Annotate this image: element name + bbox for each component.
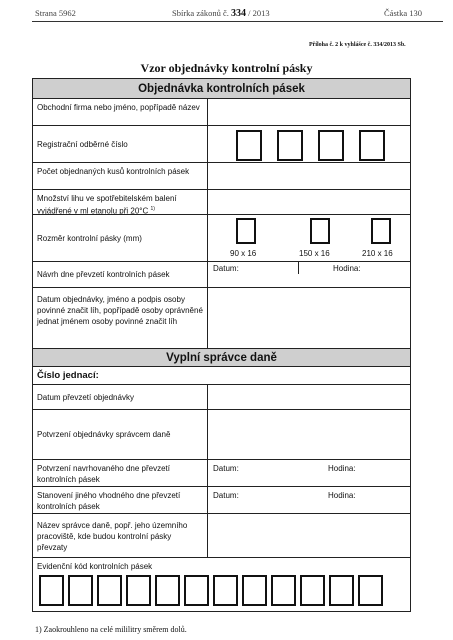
code-box-1[interactable] <box>39 575 64 606</box>
datum-label: Datum: <box>213 264 239 273</box>
size-label-210: 210 x 16 <box>362 249 393 258</box>
row-order-date <box>33 287 410 348</box>
page-title: Vzor objednávky kontrolní pásky <box>140 61 313 75</box>
hodina-label-2: Hodina: <box>328 464 356 473</box>
hodina-label: Hodina: <box>333 264 361 273</box>
row-takeover-date <box>33 261 410 287</box>
row-code <box>33 557 410 611</box>
label-other-date: Stanovení jiného vhodného dne převzetí kontrolních pásek <box>33 487 208 513</box>
datum-label-2: Datum: <box>213 464 239 473</box>
label-order-takeover: Datum převzetí objednávky <box>33 385 208 409</box>
row-reg-number <box>33 125 410 162</box>
code-box-8[interactable] <box>242 575 267 606</box>
size-box-150[interactable] <box>310 218 330 244</box>
label-order-date: Datum objednávky, jméno a podpis osoby povinné značit líh, popřípadě osoby oprávněné jednat jménem osoby povinné značit líh <box>33 288 208 348</box>
label-count: Počet objednaných kusů kontrolních pásek <box>33 163 208 189</box>
law-year: / 2013 <box>248 8 270 18</box>
datum-label-3: Datum: <box>213 491 239 500</box>
code-box-9[interactable] <box>271 575 296 606</box>
reg-digit-box-4[interactable] <box>359 130 385 161</box>
order-form <box>32 78 411 612</box>
row-count <box>33 162 410 189</box>
section-heading-tax: Vyplní správce daně <box>33 348 410 366</box>
reg-digit-box-1[interactable] <box>236 130 262 161</box>
label-size: Rozměr kontrolní pásky (mm) <box>33 215 208 261</box>
label-confirm-date: Potvrzení navrhovaného dne převzetí kontrolních pásek <box>33 460 208 486</box>
footnote: 1) Zaokrouhleno na celé mililitry směrem dolů. <box>35 625 187 634</box>
date-divider <box>298 262 299 274</box>
code-box-12[interactable] <box>358 575 383 606</box>
collection-title <box>172 8 270 19</box>
part-number: Částka 130 <box>384 8 423 18</box>
law-number: 334 <box>231 8 247 19</box>
row-company <box>33 98 410 125</box>
reg-digit-box-2[interactable] <box>277 130 303 161</box>
label-confirm: Potvrzení objednávky správcem daně <box>33 410 208 459</box>
footnote-ref: 1) <box>150 206 155 212</box>
label-ref-number: Číslo jednací: <box>37 370 99 381</box>
label-reg-number: Registrační odběrné číslo <box>33 126 208 162</box>
hodina-label-3: Hodina: <box>328 491 356 500</box>
code-box-4[interactable] <box>126 575 151 606</box>
reg-digit-box-3[interactable] <box>318 130 344 161</box>
code-box-5[interactable] <box>155 575 180 606</box>
code-box-7[interactable] <box>213 575 238 606</box>
size-box-210[interactable] <box>371 218 391 244</box>
size-label-150: 150 x 16 <box>299 249 330 258</box>
label-takeover-date: Návrh dne převzetí kontrolních pásek <box>33 262 208 287</box>
row-amount <box>33 189 410 214</box>
header-rule <box>32 21 443 22</box>
page-number: Strana 5962 <box>35 8 76 18</box>
label-company: Obchodní firma nebo jméno, popřípadě název <box>33 99 208 125</box>
row-other-date <box>33 486 410 513</box>
size-label-90: 90 x 16 <box>230 249 257 258</box>
row-office <box>33 513 410 557</box>
code-box-6[interactable] <box>184 575 209 606</box>
code-box-10[interactable] <box>300 575 325 606</box>
row-order-takeover <box>33 384 410 409</box>
section-heading-order: Objednávka kontrolních pásek <box>33 79 410 98</box>
label-code: Evidenční kód kontrolních pásek <box>37 562 153 571</box>
collection-label: Sbírka zákonů č. <box>172 8 229 18</box>
appendix-note: Příloha č. 2 k vyhlášce č. 334/2013 Sb. <box>309 42 406 48</box>
code-box-3[interactable] <box>97 575 122 606</box>
row-ref-number <box>33 366 410 384</box>
row-size <box>33 214 410 261</box>
label-amount <box>33 190 208 214</box>
code-box-11[interactable] <box>329 575 354 606</box>
code-box-2[interactable] <box>68 575 93 606</box>
size-box-90[interactable] <box>236 218 256 244</box>
row-confirm-date <box>33 459 410 486</box>
label-office: Název správce daně, popř. jeho územního pracoviště, kde budou kontrolní pásky převzaty <box>33 514 208 557</box>
row-confirm <box>33 409 410 459</box>
label-amount-text: Množství lihu ve spotřebitelském balení vyjádřené v ml etanolu při 20°C <box>37 194 177 216</box>
